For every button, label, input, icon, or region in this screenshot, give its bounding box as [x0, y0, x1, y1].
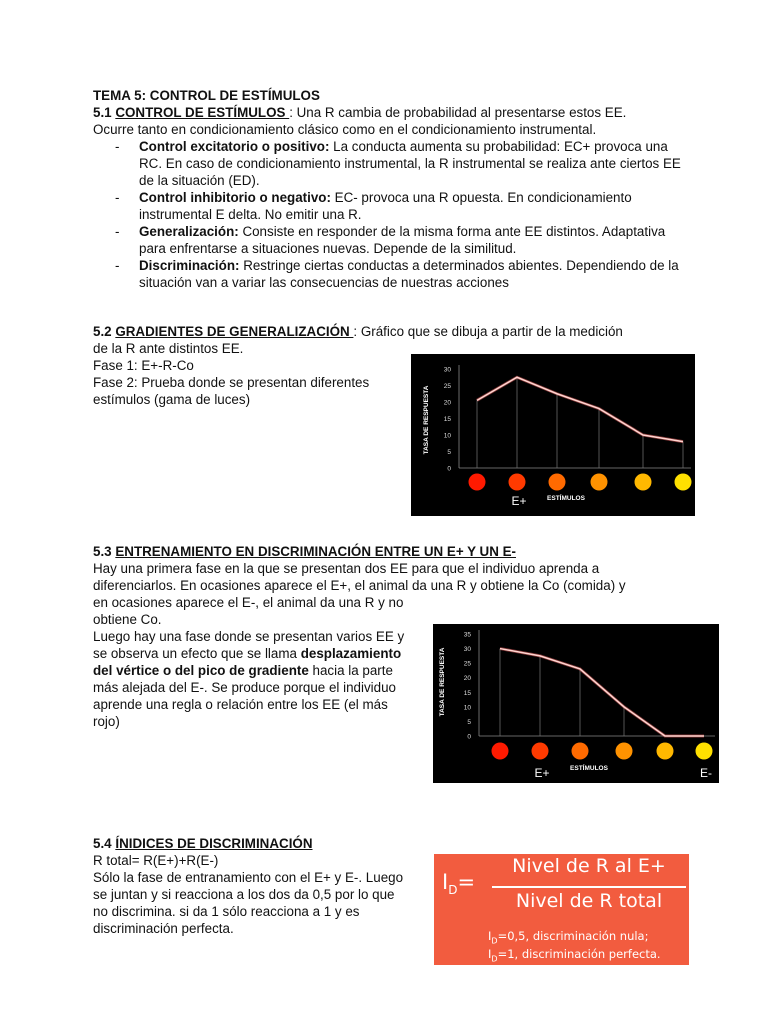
section-text: Sólo la fase de entranamiento con el E+ y E-. Luego — [93, 870, 404, 885]
y-tick-label: 5 — [447, 449, 451, 456]
formula-lhs: $I_D=$ — [442, 870, 476, 898]
list-item: - Generalización: Consiste en responder de la misma forma ante EE distintos. Adaptativa para enfrentarse a situaciones nuevas. Depende de la similitud. — [93, 223, 693, 257]
chart-svg — [433, 624, 719, 783]
y-tick-label: 10 — [443, 432, 451, 440]
x-axis-label: ESTÍMULOS — [547, 495, 585, 502]
y-tick-label: 35 — [463, 631, 471, 639]
section-5-1 — [93, 87, 693, 291]
y-tick-label: 0 — [447, 465, 451, 473]
y-tick-label: 20 — [443, 399, 451, 407]
series-line — [477, 377, 683, 441]
formula-denominator: Nivel de R total — [515, 890, 663, 912]
stimulus-dot — [675, 474, 692, 491]
concept-list — [93, 138, 693, 291]
section-text: discriminación perfecta. — [93, 921, 234, 936]
formula-note-null: $I_D=0,5$, discriminación nula; — [488, 929, 649, 946]
list-item: - Control inhibitorio o negativo: EC- provoca una R opuesta. En condicionamiento instrumental E delta. No emitir una R. — [93, 189, 693, 223]
section-text: se observa un efecto que se llama desplazamiento — [93, 646, 402, 661]
y-tick-label: 25 — [443, 383, 451, 390]
stimulus-dot — [509, 474, 526, 491]
section-text: se juntan y si reacciona a los dos da 0,5 por lo que — [93, 887, 395, 902]
list-item: - Control excitatorio o positivo: La conducta aumenta su probabilidad: EC+ provoca una RC. En caso de condicionamiento instrumental, la R instrumental se realiza ante ciertos EE de la situación (ED). — [93, 138, 693, 189]
stimulus-dot — [696, 743, 713, 760]
y-axis-label: TASA DE RESPUESTA — [439, 647, 446, 717]
stimulus-marker-label: E+ — [511, 494, 527, 508]
y-tick-label: 5 — [467, 718, 471, 726]
stimulus-dot — [492, 743, 509, 760]
list-item: - Discriminación: Restringe ciertas conductas a determinados abientes. Dependiendo de la situación van a variar las consecuencias de nuestras acciones — [93, 257, 693, 291]
section-text: no discrimina. si da 1 sólo reacciona a 1 y es — [93, 904, 360, 919]
y-tick-label: 15 — [443, 416, 451, 423]
y-tick-label: 20 — [463, 675, 471, 683]
y-tick-label: 25 — [463, 660, 471, 668]
fraction-bar — [492, 886, 686, 888]
formula-note-perfect: $I_D=1$, discriminación perfecta. — [488, 947, 661, 964]
section-heading: 5.4 ÍNIDICES DE DISCRIMINACIÓN — [93, 836, 313, 851]
section-text: obtiene Co. — [93, 612, 162, 627]
stimulus-dot — [616, 743, 633, 760]
y-tick-label: 15 — [463, 689, 471, 697]
discrimination-index-formula — [434, 854, 689, 965]
series-line-glow — [500, 649, 704, 736]
section-heading: 5.2 GRADIENTES DE GENERALIZACIÓN : Gráfico que se dibuja a partir de la medición — [93, 324, 623, 339]
section-heading: 5.1 CONTROL DE ESTÍMULOS : Una R cambia de probabilidad al presentarse estos EE. — [93, 105, 627, 120]
x-axis-label: ESTÍMULOS — [570, 765, 608, 772]
y-tick-label: 10 — [463, 704, 471, 712]
section-text: Fase 2: Prueba donde se presentan diferentes — [93, 375, 370, 390]
section-5-4 — [93, 835, 433, 937]
section-text: rojo) — [93, 714, 120, 729]
series-line-glow — [477, 377, 683, 441]
series-line — [500, 649, 704, 736]
formula-numerator: Nivel de R al E+ — [512, 855, 666, 877]
section-text: Luego hay una fase donde se presentan varios EE y — [93, 629, 405, 644]
chart-svg — [411, 354, 695, 516]
y-tick-label: 30 — [443, 366, 451, 374]
section-text: Ocurre tanto en condicionamiento clásico como en el condicionamiento instrumental. — [93, 122, 597, 137]
stimulus-marker-label: E+ — [534, 766, 550, 780]
stimulus-marker-label: E- — [700, 766, 712, 780]
discrimination-gradient-chart — [433, 624, 719, 783]
y-axis-label: TASA DE RESPUESTA — [423, 385, 430, 455]
generalization-gradient-chart — [411, 354, 695, 516]
stimulus-dot — [657, 743, 674, 760]
section-heading: 5.3 ENTRENAMIENTO EN DISCRIMINACIÓN ENTRE UN E+ Y UN E- — [93, 544, 516, 559]
stimulus-dot — [549, 474, 566, 491]
y-tick-label: 30 — [463, 646, 471, 654]
section-text: Hay una primera fase en la que se presentan dos EE para que el individuo aprenda a — [93, 561, 600, 576]
section-text: en ocasiones aparece el E-, el animal da una R y no — [93, 595, 404, 610]
section-text: diferenciarlos. En ocasiones aparece el E+, el animal da una R y obtiene la Co (comida) y — [93, 578, 626, 593]
stimulus-dot — [635, 474, 652, 491]
section-text: estímulos (gama de luces) — [93, 392, 251, 407]
page-title: TEMA 5: CONTROL DE ESTÍMULOS — [93, 88, 320, 103]
section-text: más alejada del E-. Se produce porque el individuo — [93, 680, 396, 695]
y-tick-label: 0 — [467, 733, 471, 741]
section-text: de la R ante distintos EE. — [93, 341, 244, 356]
stimulus-dot — [572, 743, 589, 760]
section-text: aprende una regla o relación entre los EE (el más — [93, 697, 388, 712]
section-text: Fase 1: E+-R-Co — [93, 358, 194, 373]
stimulus-dot — [532, 743, 549, 760]
stimulus-dot — [469, 474, 486, 491]
stimulus-dot — [591, 474, 608, 491]
section-text: R total= R(E+)+R(E-) — [93, 853, 219, 868]
section-text: del vértice o del pico de gradiente hacia la parte — [93, 663, 393, 678]
